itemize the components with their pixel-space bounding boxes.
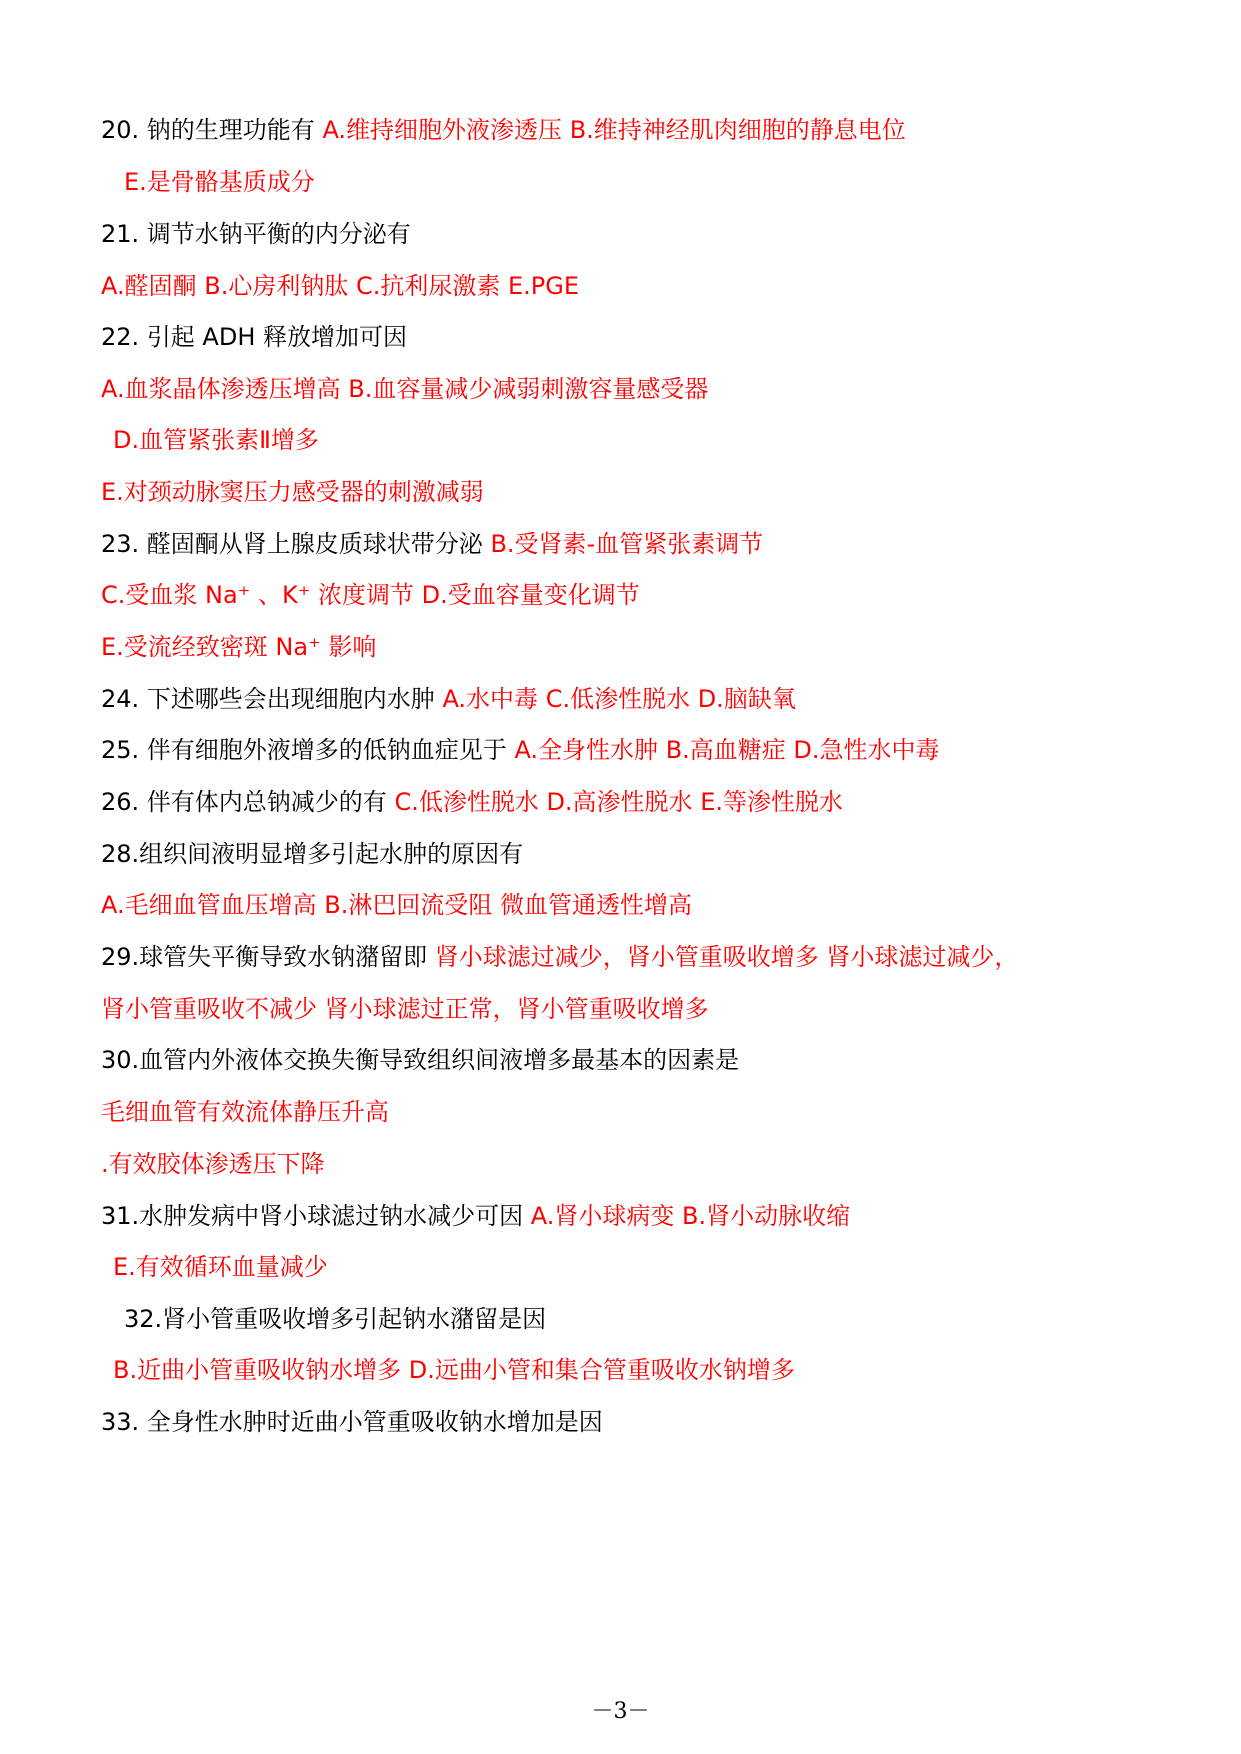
- question-text: 31.水肿发病中肾小球滤过钠水减少可因: [101, 1202, 531, 1230]
- answer-text: E.受流经致密斑 Na⁺ 影响: [101, 633, 377, 661]
- question-25: [101, 734, 940, 766]
- question-text: 25. 伴有细胞外液增多的低钠血症见于: [101, 736, 515, 764]
- answer-text: B.受肾素-血管紧张素调节: [490, 530, 764, 558]
- answer-text: C.低渗性脱水 D.高渗性脱水 E.等渗性脱水: [394, 788, 843, 816]
- answer-line: [101, 631, 376, 663]
- question-text: 20. 钠的生理功能有: [101, 116, 323, 144]
- question-26: [101, 786, 843, 818]
- answer-text: E.是骨骼基质成分: [124, 168, 315, 196]
- question-22: [101, 321, 407, 353]
- answer-line: [101, 270, 579, 302]
- answer-text: A.肾小球病变 B.肾小动脉收缩: [530, 1202, 851, 1230]
- question-text: 21. 调节水钠平衡的内分泌有: [101, 220, 411, 248]
- question-20: [101, 114, 906, 146]
- question-31: [101, 1200, 850, 1232]
- answer-text: A.醛固酮 B.心房利钠肽 C.抗利尿激素 E.PGE: [101, 272, 580, 300]
- answer-line: [101, 476, 484, 508]
- answer-line: [113, 1354, 795, 1386]
- answer-text: A.血浆晶体渗透压增高 B.血容量减少减弱刺激容量感受器: [101, 375, 709, 403]
- answer-text: A.水中毒 C.低渗性脱水 D.脑缺氧: [442, 685, 796, 713]
- question-text: 23. 醛固酮从肾上腺皮质球状带分泌: [101, 530, 491, 558]
- question-21: [101, 218, 411, 250]
- answer-line: [101, 889, 692, 921]
- answer-line: [101, 993, 709, 1025]
- answer-line: [113, 424, 319, 456]
- answer-line: [101, 1096, 389, 1128]
- page-number: －3－: [591, 1699, 650, 1724]
- question-text: 22. 引起 ADH 释放增加可因: [101, 323, 407, 351]
- answer-line: [101, 579, 640, 611]
- question-text: 32.肾小管重吸收增多引起钠水潴留是因: [124, 1305, 547, 1333]
- question-text: 29.球管失平衡导致水钠潴留即: [101, 943, 435, 971]
- question-text: 28.组织间液明显增多引起水肿的原因有: [101, 840, 524, 868]
- question-text: 26. 伴有体内总钠减少的有: [101, 788, 395, 816]
- question-text: 24. 下述哪些会出现细胞内水肿: [101, 685, 443, 713]
- answer-text: E.有效循环血量减少: [113, 1253, 328, 1281]
- answer-text: .有效胶体渗透压下降: [101, 1150, 325, 1178]
- answer-text: C.受血浆 Na⁺ 、K⁺ 浓度调节 D.受血容量变化调节: [101, 581, 640, 609]
- question-text: 33. 全身性水肿时近曲小管重吸收钠水增加是因: [101, 1408, 603, 1436]
- answer-line: [113, 1251, 328, 1283]
- question-32: [124, 1303, 546, 1335]
- answer-line: [101, 373, 708, 405]
- question-24: [101, 683, 796, 715]
- answer-text: A.维持细胞外液渗透压 B.维持神经肌肉细胞的静息电位: [322, 116, 906, 144]
- question-30: [101, 1044, 739, 1076]
- answer-text: 毛细血管有效流体静压升高: [101, 1098, 389, 1126]
- answer-text: 肾小管重吸收不减少 肾小球滤过正常，肾小管重吸收增多: [101, 995, 709, 1023]
- answer-text: A.毛细血管血压增高 B.淋巴回流受阻 微血管通透性增高: [101, 891, 692, 919]
- question-23: [101, 528, 763, 560]
- question-28: [101, 838, 523, 870]
- answer-text: E.对颈动脉窦压力感受器的刺激减弱: [101, 478, 484, 506]
- answer-text: 肾小球滤过减少，肾小管重吸收增多 肾小球滤过减少，: [434, 943, 1019, 971]
- answer-text: A.全身性水肿 B.高血糖症 D.急性水中毒: [514, 736, 940, 764]
- question-text: 30.血管内外液体交换失衡导致组织间液增多最基本的因素是: [101, 1046, 740, 1074]
- answer-text: B.近曲小管重吸收钠水增多 D.远曲小管和集合管重吸收水钠增多: [113, 1356, 795, 1384]
- answer-line: [124, 166, 315, 198]
- question-29: [101, 941, 1018, 973]
- question-33: [101, 1406, 603, 1438]
- answer-line: [101, 1148, 325, 1180]
- answer-text: D.血管紧张素Ⅱ增多: [113, 426, 319, 454]
